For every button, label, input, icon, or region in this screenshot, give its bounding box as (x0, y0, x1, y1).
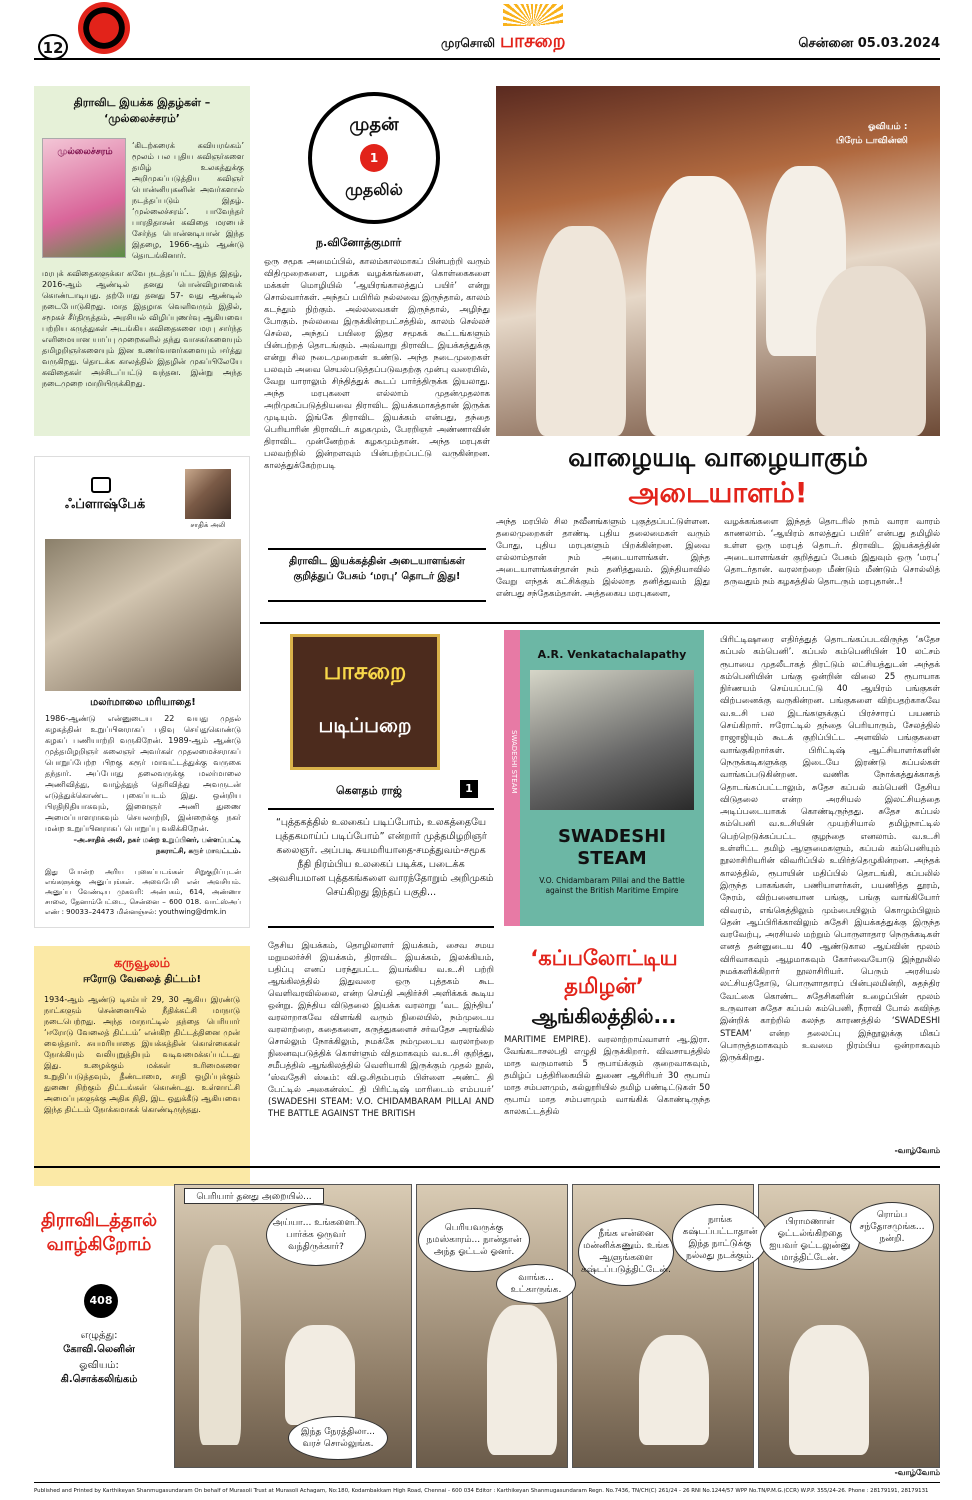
mudhan-text: ஒரு சமூக அமைப்பில், காலம்காலமாகப் பின்பற்றி வரும் விதிமுறைகளை, பழக்க வழக்கங்களை, கொள்கைகளை மக்கள் மொழியில் ‘ஆயிரங்காலத்துப் பயிர்’ என்று சொல்வார்கள். அந்தப் பயிரில் நல்லவை இருந்தால், காலம் கடந்தும் நிற்கும். அல்லவைகள் இருந்தால், அழிந்து போகும். நல்லவை இருக்கின்றபட்சத்தில், காலம் செல்லச் செல்ல, அந்தப் பயிரை இதர சமூகக் கூட்டங்களும் பின்பற்றத் தொடங்கும். அவ்வாறு திராவிட இயக்கத்துக்கு என்று சில நடைமுறைகள் உண்டு. அந்த நடைமுறைகள் பலவும் அவை செயல்படுத்தப்படுவதற்கு முன்பு வரையில், வேறு யாராலும் சிந்தித்துக் கூடப் பார்த்திருக்க இயலாது. அந்த மரபுகளை எல்லாம் முதன்முதலாக அறிமுகப்படுத்தியவை திராவிட இயக்கமாகத்தான் இருக்க முடியும். இங்கே திராவிட இயக்கம் என்பது, தந்தை பெரியாரின் திராவிடர் கழகமும், பேரறிஞர் அண்ணாவின் திராவிட முன்னேற்றக் கழகமும்தான். அந்த மரபுகள் பலவற்றில் இன்றளவும் பின்பற்றப்பட்டு வருகின்றன. காலத்துக்கேற்றபடி (264, 257, 490, 471)
city-date: சென்னை 05.03.2024 (798, 36, 940, 51)
book-headline-1: ‘கப்பலோட்டிய (530, 946, 678, 970)
headline-2: அடையாளம்! (628, 476, 808, 509)
person-photo (185, 469, 231, 519)
flashback-text: 1986-ஆண்டு என்னுடைய 22 வயது முதல் கழகத்தின் உறுப்பினராகப் பதிவு செய்துகொண்டு கழகப் பணியாற்றி வருகிறேன். 1989-ஆம் ஆண்டு முத்தமிழறிஞர் கலைஞர் அவர்கள் முதலமைச்சராகப் பொறுப்பேற்ற பிறகு கரூர் மாவட்டத்துக்கு வருகை தந்தார். அப்போது தலைவருக்கு மலர்மாலை அணிவித்து, வாழ்த்துத் தெரிவித்து அவருடன் எடுத்துக்கொண்ட புகைப்படம் இது. ஒன்றிய பிரதிநிதியாகவும், இளைஞர் அணி துணை அமைப்பாளராகவும் செயலாற்றி, இன்றைக்கு நகர் மன்ற உறுப்பினராகப் பொறுப்பு வகிக்கிறேன். (45, 714, 241, 833)
logo-line-1: பாசறை (323, 657, 407, 685)
comic-credit-3: ஓவியம்: (79, 1360, 119, 1371)
comic-number: 408 (84, 1284, 118, 1318)
speech-bubble-1: அய்யா... உங்களைப் பார்க்க ஒருவர் வந்திருக்கார்? (266, 1204, 366, 1266)
karuvoolam-subtitle: ஈரோடு வேலைத் திட்டம்! (82, 974, 202, 985)
book-title-2: STEAM (577, 848, 647, 869)
person-caption: சாதிக் அலி (190, 521, 226, 529)
speech-bubble-6: நாங்க கஷ்டப்பட்டாதான் இந்த நாட்டுக்கு நல்லது நடக்கும். (672, 1204, 768, 1272)
mudhan-author: ந.வினோத்குமார் (316, 236, 402, 249)
mudhan-text-2: அந்த மரபில் சில நவீனங்களும் புகுத்தப்பட்டுள்ளன. தலைமுறைகள் தாண்டி புதிய தலைமைகள் வரும் போது, புதிய மரபுகளும் பிறக்கின்றன. இவை எல்லாம்தான் நம் அடையாளங்கள். இந்த அடையாளங்கள்தான் நம் தனித்துவம். இந்தியாவில் வேறு எந்தக் கட்சிக்கும் இல்லாத தனித்துவம் இது என்பது சந்தேகம்தான். அத்தகைய மரபுகளை, (496, 517, 710, 599)
flashback-note: இது போன்ற அரிய புகைப்படங்கள் சிறுகுறிப்புடன் எங்களுக்கு அனுப்புங்கள். அவைபேசி என் அவசியம். அனுப்ப வேண்டிய முகவரி: அன்பகம், 614, அண்ணா சாலை, தேனாம்பேட்டை, சென்னை – 600 018. வாட்ஸ்அப் எண் : 90033–24473 மின்னஞ்சல்: youthwing@dmk.in (45, 868, 241, 916)
sidebar (34, 86, 250, 1114)
sun-logo-icon (503, 4, 563, 26)
magazine-title: திராவிட இயக்க இதழ்கள் – (73, 96, 211, 109)
headline-1: வாழையடி வாழையாகும் (568, 443, 868, 473)
section-divider (260, 622, 940, 624)
cover-label: முல்லைச்சரம் (57, 147, 113, 157)
panel-1-figure-seated (285, 1325, 355, 1425)
badge-number: 1 (360, 144, 388, 172)
comic-end-credit: -வாழ்வோம் (894, 1468, 940, 1477)
mudhan-section (260, 86, 940, 616)
speech-bubble-3: வாங்க... உட்காருங்க. (496, 1264, 576, 1304)
page-number: 12 (38, 34, 68, 60)
flashback-title: ஃப்ளாஷ்பேக் (65, 497, 146, 512)
flashback-photo (45, 539, 241, 691)
badge-top: முதன் (349, 114, 399, 135)
comic-credit-4: கி.சொக்கலிங்கம் (60, 1374, 138, 1385)
comic-title-1: திராவிடத்தால் (40, 1210, 158, 1231)
paper-name: முரசொலி (441, 36, 495, 50)
section-name: பாசறை (500, 30, 566, 52)
speech-bubble-7: பிராமணாள் ஓட்டல்ங்கிறதை ஐயவர் ஓட்டலுன்னு மாத்திட்டேன். (760, 1210, 860, 1270)
karuvoolam-title: கருவூலம் (113, 956, 171, 971)
book-author: A.R. Venkatachalapathy (537, 648, 687, 661)
comic-divider (34, 1166, 940, 1168)
page-header (0, 0, 972, 60)
pasarai-text-right: பிரிட்டிஷாரை எதிர்த்துத் தொடங்கப்படவிருந்த ‘சுதேச கப்பல் கம்பெனி’. கப்பல் கம்பெனியின் 10 லட்சம் ரூபாயை முதலீடாகத் திரட்டும் லட்சியத்துடன் அந்தக் கம்பெனியின் பங்கு ஒன்றின் விலை 25 ரூபாயாக நிர்ணயம் செய்யப்பட்டு 40 ஆயிரம் பங்குகள் விற்பனைக்கு வருகின்றன. பங்குகளை விற்பதற்காகவே வ.உ.சி பல இடங்களுக்குப் பிரச்சாரப் பயணம் செய்கிறார். ஈரோட்டில் தந்தை பெரியாரும், சேலத்தில் ராஜாஜியும் கூடக் குறிப்பிட்ட அளவில் பங்குகளை வாங்குகிறார்கள். பிரிட்டிஷ் ஆட்சியாளர்களின் நெருக்கடிகளுக்கு இடையே இரண்டு கப்பல்கள் வாங்கப்படுகின்றன. வணிக நோக்கத்துக்காகத் தொடங்கப்பட்டாலும், சுதேச கப்பல் கம்பெனி தேசிய விடுதலை என்ற அரசியல் இலட்சியத்தை அடிப்படையாகக் கொண்டிருந்தது. சுதேச கப்பல் கம்பெனி வ.உ.சியின் முயற்சியால் தமிழ்நாட்டில் பெற்றெடுக்கப்பட்ட குழந்தை எனலாம். வ.உ.சி உள்ளிட்ட தமிழ் ஆளுமைகளும், கப்பல் கம்பெனியும் நூலாசிரியரின் விவரிப்பில் உயிர்த்தெழுகின்றன. அந்தக் காலத்தில், ரூபாயின் மதிப்பில் தொடங்கி, கப்பலில் இருந்த பாகங்கள், பணியாளர்கள், பயணித்த தூரம், நேரம், விற்பனையான பங்கு, பங்கு வாங்கியோர் விவரம், எங்கெத்திலும் மும்பையிலும் கொழும்பிலும் தென் ஆப்பிரிக்காவிலும் சுதேசி இயக்கத்துக்கு இருந்த வரவேற்பு, அரசியல் மற்றும் பொருளாதார நெருக்கடிகள் எனத் தன்னுடைய 40 ஆண்டுகால ஆய்வின் மூலம் விரிவாகவும் ஆழமாகவும் கோர்வையோடு இந்நூலில் நமக்களிக்கிறார் நூலாசிரியர். பெரும் அரசியல் லட்சியத்தோடு, பொருளாதாரப் பின்புலமின்றி, சுதந்திர வேட்கை கொண்ட சுதேசிகளின் உழைப்பின் மூலம் உருவான சுதேச கப்பல் கம்பெனி, நீராவி போல் கவிந்த இன்றிக் காற்றில் கலந்த காரணத்தில் ‘SWADESHI STEAM’ என்ற தலைப்பு இந்நூலுக்கு மிகப் பொருத்தமாகவும் உவமை நிரம்பிய ஒன்றாகவும் இருக்கிறது. (720, 635, 940, 1064)
mudhan-callout: திராவிட இயக்கத்தின் அடையாளங்கள் குறித்துப் பேசும் ‘மரபு’ தொடர் இது! (268, 548, 486, 602)
painting-figure-4 (816, 266, 926, 436)
painting (496, 86, 940, 436)
footer-imprint: Published and Printed by Karthikeyan Shanmugasundaram On behalf of Murasoli Trust at Murasoli Achagam, No:180, Kodambakkam High Road, Chennai - 600 034 Editor : Karthikeyan Shanmugasundaram Regn. No.7436, TN/CH(C) 261/24 - 26 RNI No.1244/57 WPP No.TN/P.M.G.(CCR) W.P.P. 355/24-26. Phone : 28179191, 28179131 (34, 1488, 929, 1494)
comic-strip (34, 1174, 940, 1480)
masthead-logo (78, 2, 130, 54)
book-headline-2: தமிழன்’ (564, 974, 644, 998)
pasarai-number: 1 (460, 780, 478, 798)
pasarai-text-mid: MARITIME EMPIRE). வரலாற்றாய்வாளர் ஆ.இரா. வேங்கடாசலபதி எழுதி இருக்கிறார். விவசாயத்தில் மாத வருமானம் 5 ரூபாய்க்கும் குறைவாகவும், தமிழ்ப் பத்திரிகையில் துணை ஆசிரியர் 30 ரூபாய் மாத சம்பளமும், கல்லூரியில் தமிழ் பண்டிட்டுகள் 50 ரூபாய் மாத சம்பளமும் வாங்கிக் கொண்டிருந்த காலகட்டத்தில் (504, 1035, 710, 1117)
panel-3-figure (639, 1335, 709, 1445)
header-rule (34, 58, 940, 60)
panel-2-figure (487, 1305, 557, 1455)
magazine-cover (42, 138, 126, 258)
speech-bubble-8: ரொம்ப சந்தோசமுங்க... நன்றி. (850, 1202, 934, 1252)
comic-credit-2: கோவி.லெனின் (63, 1344, 135, 1355)
comic-caption: பெரியார் தனது அறையில்... (184, 1188, 324, 1204)
magazine-text: மரபுக் கவிதைகளுக்கா கவே நடத்தப்பட்ட இந்த இதழ், 2016-ஆம் ஆண்டில் தனது பொன்விழாவைக் கொண்டாடியது. தற்போது தனது 57- வது ஆண்டில் நடைபோடுகிறது. மாத இதழாக வெளிவரும் இதில், சமூகச் சீர்திருத்தம், அரசியல் விழிப்புணர்வு ஆகியவை பற்றிய கருத்துகள் அடங்கிய கவிதைகளை மரபு சார்ந்த எளிமையான யாப்பு முறைகளில் தந்து வாசகர்களையும் தமிழறிஞர்களையும் இன உணர்வாளர்களையும் ஈர்த்து வருகிறது. தொடக்க காலத்தில் இதழின் முகப்பிலேயே கவிதைகள் அச்சிடப்பட்டு வந்தன. இன்று அந்த நடைமுறை மாறியிருக்கிறது. (42, 269, 242, 388)
painting-figure-2 (646, 176, 756, 436)
pasarai-section (260, 630, 940, 1160)
artist-label: ஓவியம் : (868, 122, 908, 132)
comic-title-2: வாழ்கிறோம் (46, 1234, 152, 1255)
book-headline-3: ஆங்கிலத்தில்... (531, 1004, 677, 1028)
book-subtitle: V.O. Chidambaram Pillai and the Battle against the British Maritime Empire (539, 876, 685, 895)
camera-icon (91, 477, 111, 493)
pasarai-author: கௌதம் ராஜ் (336, 784, 402, 797)
book-cover (504, 630, 704, 926)
book-title-1: SWADESHI (558, 826, 666, 847)
photo-caption: மலர்மாலை மரியாதை! (90, 697, 196, 708)
karuvoolam-box (34, 946, 250, 1186)
artist-name: பிரேம் டாவின்ஸி (836, 136, 908, 146)
pasarai-logo (290, 634, 440, 770)
badge-bottom: முதலில் (345, 180, 403, 199)
pasarai-end-credit: -வாழ்வோம் (894, 1146, 940, 1155)
speech-bubble-5: நீங்க என்னை மன்னிக்கணும். உங்க ஆளுங்களை கஷ்டப்படுத்திட்டேன். (578, 1218, 674, 1286)
mudhan-text-3: வழக்கங்களை இந்தத் தொடரில் நாம் வாரா வாரம் காணலாம். ‘ஆயிரம் காலத்துப் பயிர்’ என்பது தமிழில் உள்ள ஒரு மரபுத் தொடர். திராவிட இயக்கத்தின் அடையாளங்கள் குறித்துப் பேசும் இதுவும் ஒரு ‘மரபு’ தொடர்தான். வரலாற்றை மீண்டும் மீண்டும் சொல்லித் தருவதும் நம் கழகத்தில் தொடரும் மரபுதான்..! (724, 517, 940, 587)
karuvoolam-text: 1934-ஆம் ஆண்டு டிசம்பர் 29, 30 ஆகிய இரண்டு நாட்களும் சென்னையில் நீதிக்கட்சி மாநாடு நடைபெற்றது. அந்த மாநாட்டில் தந்தை பெரியார் ‘ஈரோடு வேலைத் திட்டம்’ என்கிற திட்டத்தினை முன் வைத்தார். சுயமரியாதை இயக்கத்தின் கொள்கைகள் நோக்கியும் வலியுறுத்தியும் வடிவமைக்கப்பட்டது இது. உழைக்கும் மக்கள் உரிமைகளை உறுதிப்படுத்தவும், தீண்டாமை, சாதி ஒழிப்புக்கும் துணை நிற்கும் திட்டங்கள் கொண்டது. உள்ளாட்சி அமைப்புகளுக்கு அதிக நிதி, இட ஒதுக்கீடு ஆகியவை இந்த திட்டம் நோக்கமாகக் கொண்டிருந்தது. (44, 995, 240, 1114)
magazine-box (34, 86, 250, 436)
speech-bubble-2: பெரியவருக்கு நமஸ்காரம்... நான்தான் அந்த ஓட்டல் ஓனர். (418, 1208, 530, 1272)
footer-rule (34, 1482, 940, 1483)
magazine-text-top: ‘கிடற்கரைக் கவியரங்கம்’ மூலம் பல புதிய கவிஞர்களை தமிழ் உலகத்துக்கு அறிமுகப்படுத்திய கவிஞர் பொன்னியுகனின் அவர்களால் நடத்தப்படும் இதழ். ‘முல்லைச்சரம்’. பாவேந்தர் பாரதிதாசன் கவிதை மரபைச் சேர்ந்த பொன்னடியான் இந்த இதழை, 1966-ஆம் ஆண்டு தொடங்கினார். (132, 141, 244, 260)
comic-credit-1: எழுத்து: (80, 1330, 118, 1341)
speech-bubble-4: இந்த நேரத்திலா... வரச் சொல்லுங்க. (288, 1416, 388, 1460)
flashback-box (34, 456, 250, 928)
mudhan-badge (308, 92, 440, 224)
book-spine: SWADESHI STEAM (510, 730, 518, 794)
panel-4-figure (789, 1325, 869, 1455)
logo-line-2: படிப்பறை (318, 713, 412, 737)
pasarai-quote: “புத்தகத்தில் உலகைப் படிப்போம், உலகத்தையே புத்தகமாய்ப் படிப்போம்” என்றார் முத்தமிழறிஞர் கலைஞர். அப்படி சுயமரியாதை-சமத்துவம்-சமூக நீதி நிரம்பிய உலகைப் படிக்க, படைக்க அவசியமான புத்தகங்களை வாரந்தோறும் அறிமுகம் செய்கிறது இந்தப் பகுதி... (268, 808, 494, 928)
pasarai-text: தேசிய இயக்கம், தொழிலாளர் இயக்கம், சைவ சமய மறுமலர்ச்சி இயக்கம், திராவிட இயக்கம், இலக்கியம், பதிப்பு எனப் பரந்துபட்ட இயங்கிய வ.உ.சி பற்றி ஆங்கிலத்தில் இதுவரை ஒரு புத்தகம் கூட வெளிவரவில்லை, என்ற செய்தி அதிர்ச்சி அளிக்கக் கூடிய ஒன்று. இந்திய விடுதலை இயக்க வரலாறு ‘வட இந்திய’ வரலாறாகவே விளங்கி வரும் நிலையில், நம்முடைய வரலாற்றை, கதைகளை, கருத்துகளைச் சர்வதேச அரங்கில் சொல்லும் நோக்கிலும், நமக்கே நம்முடைய வரலாற்றை நினைவுபடுத்திக் கொள்ளும் விதமாகவும் வ.உ.சி குறித்து, சமீபத்தில் ஆங்கிலத்தில் வெளியாகி இருக்கும் முதல் நூல், ‘ஸ்வதேசி ஸ்டீம்: வி.ஓ.சிதம்பரம் பிள்ளை அண்ட் தி பேட்டில் அகைன்ஸ்ட் தி பிரிட்டிஷ் மாரிடைம் எம்பயர்’ (SWADESHI STEAM: V.O. CHIDAMBARAM PILLAI AND THE BATTLE AGAINST THE BRITISH (268, 941, 494, 1119)
panel-1-figure-standing (199, 1245, 241, 1445)
magazine-subtitle: ‘முல்லைச்சரம்’ (104, 112, 180, 125)
painting-figure-1 (536, 226, 626, 436)
book-portrait (530, 670, 694, 810)
flashback-signature: –அ.சாதிக் அலி, நகர் மன்ற உறுப்பினர், பள்ளப்பட்டி நகராட்சி, கரூர் மாவட்டம். (73, 836, 241, 855)
